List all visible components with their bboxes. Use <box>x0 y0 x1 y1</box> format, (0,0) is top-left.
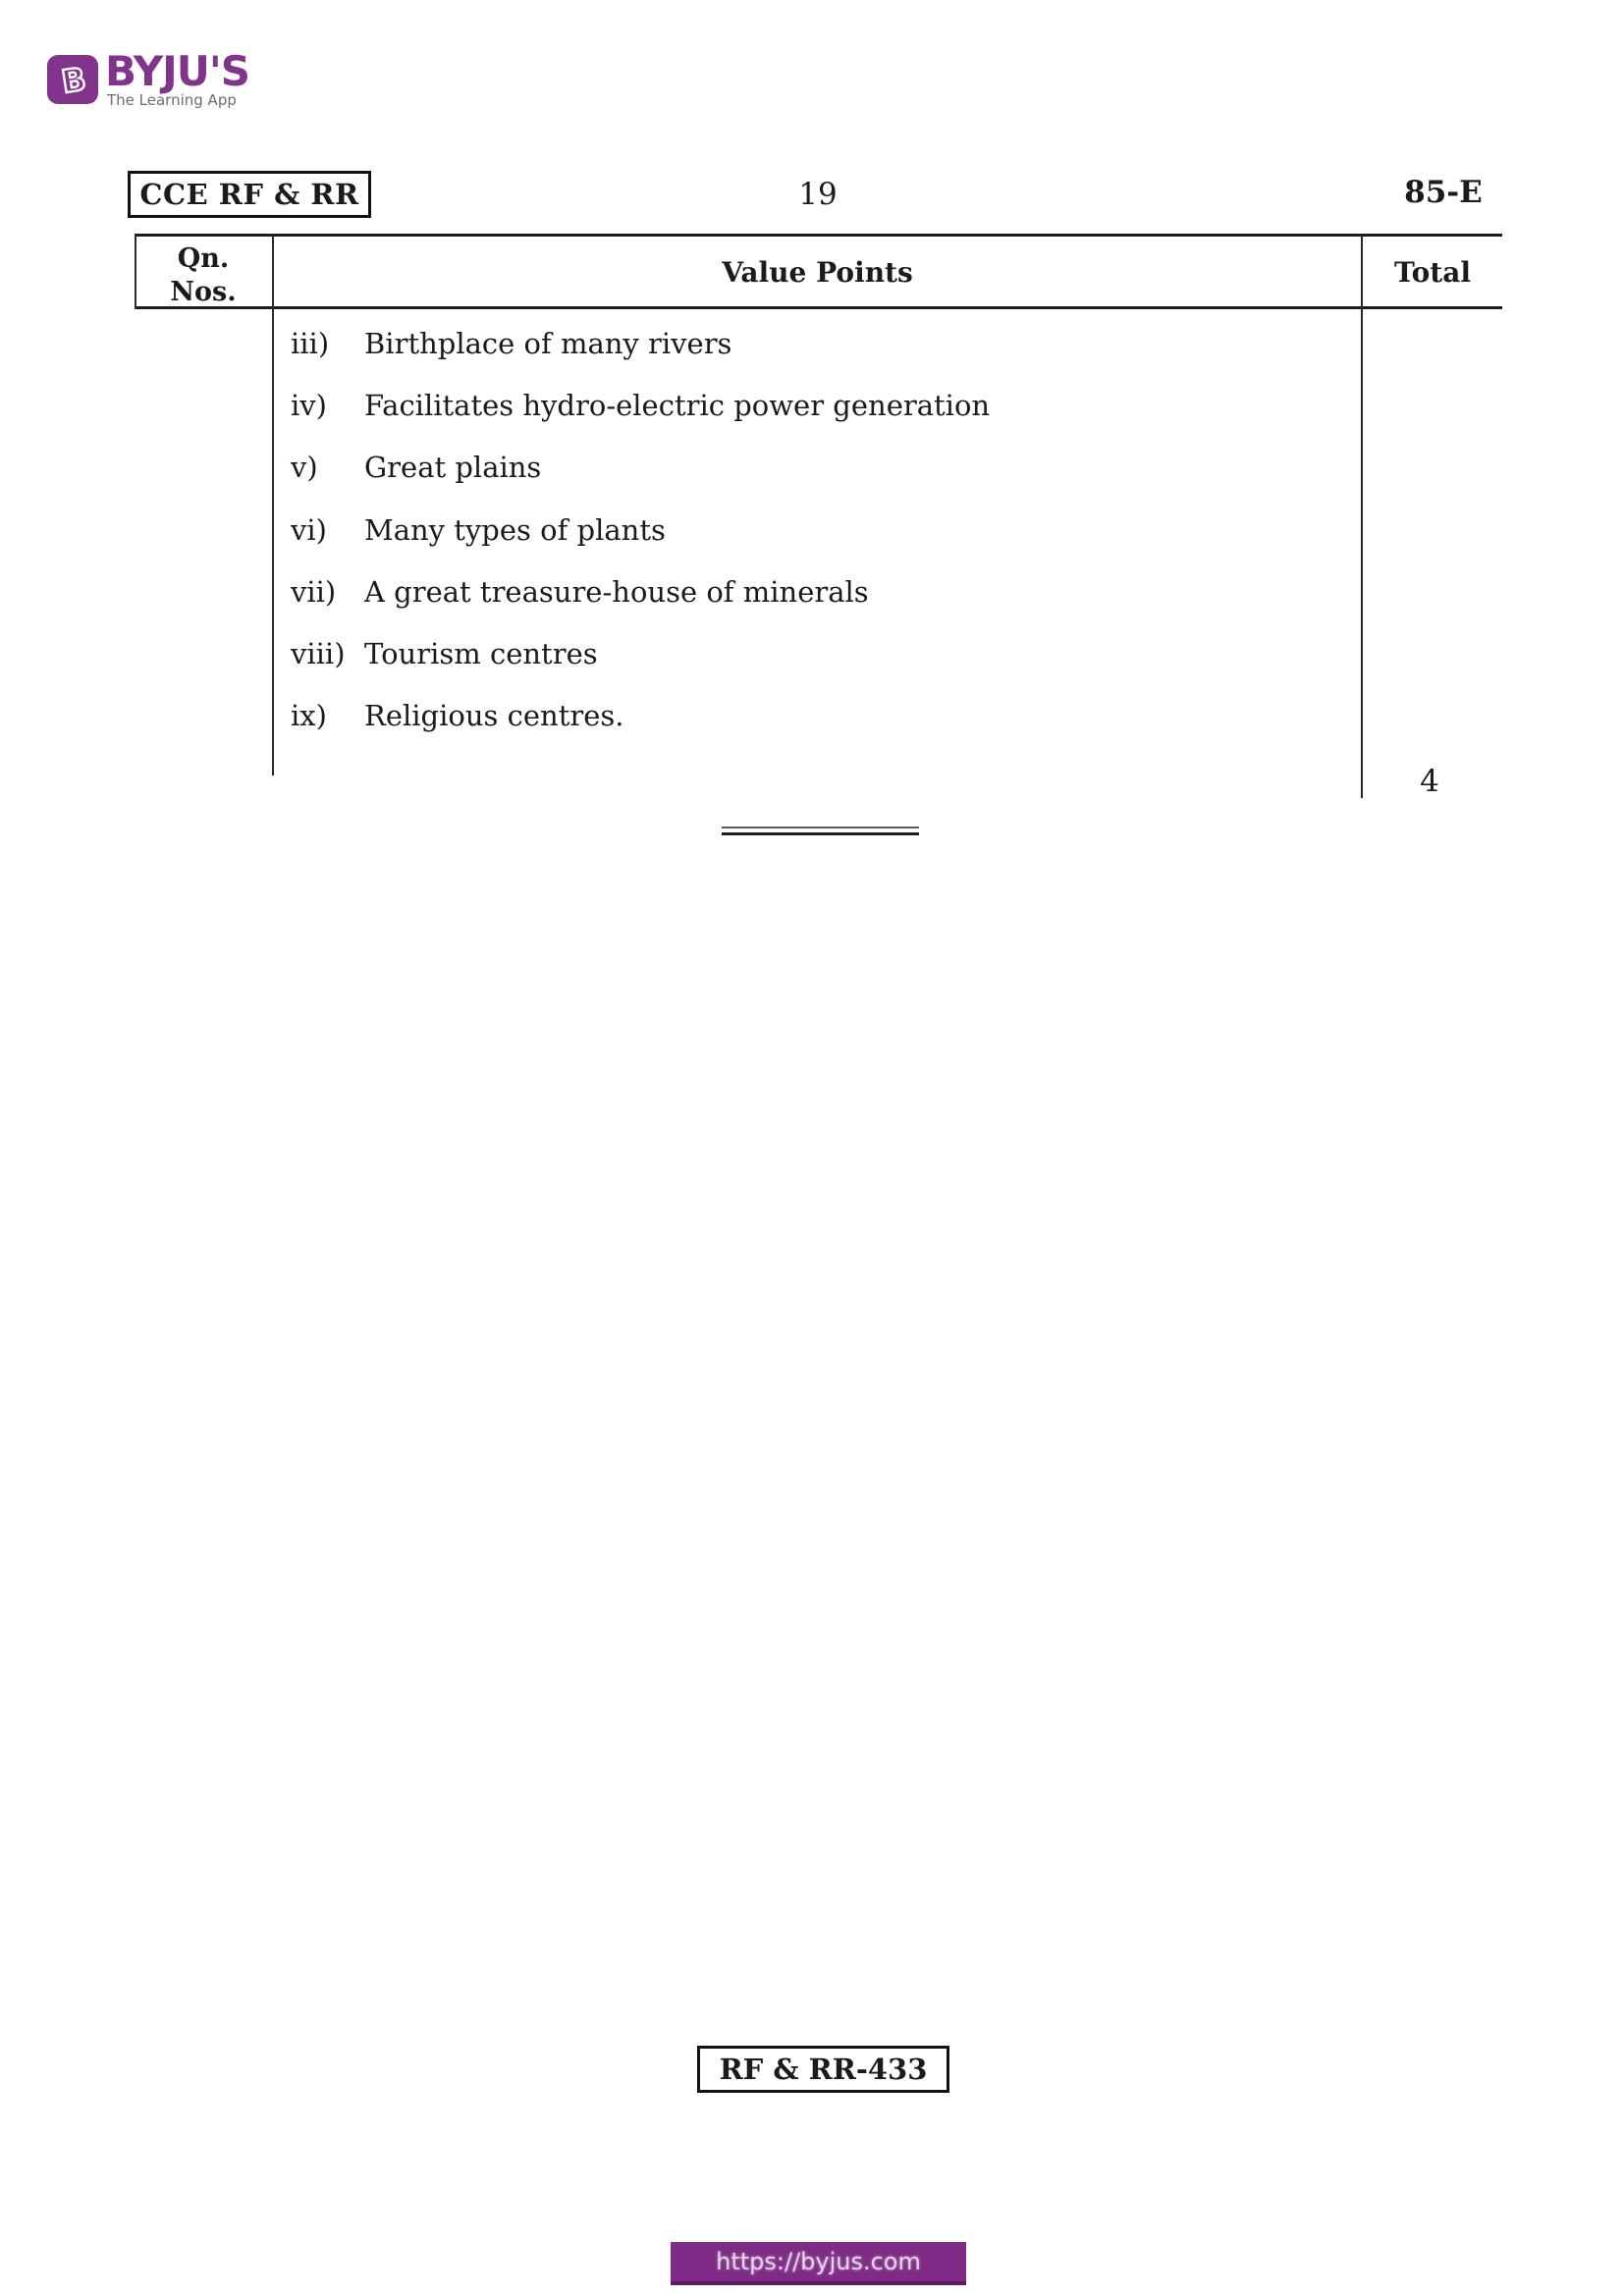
table-column-divider-1 <box>272 234 274 775</box>
table-row <box>291 437 1331 499</box>
row-numeral: viii) <box>291 637 346 671</box>
row-numeral: vi) <box>291 512 327 547</box>
table-row <box>291 374 1331 436</box>
byjus-logo <box>47 47 361 114</box>
table-top-border <box>135 234 1502 237</box>
row-text: Birthplace of many rivers <box>364 326 732 360</box>
table-row <box>291 499 1331 561</box>
column-header-value-points: Value Points <box>722 256 913 289</box>
brand-tagline: The Learning App <box>107 91 237 109</box>
page-number: 19 <box>798 177 838 212</box>
row-numeral: vii) <box>291 574 337 609</box>
section-end-divider <box>722 827 919 835</box>
exam-code-label: CCE RF & RR <box>139 178 359 211</box>
doc-code-label: RF & RR-433 <box>719 2053 928 2086</box>
table-header-bottom-border <box>135 306 1502 309</box>
row-text: Many types of plants <box>364 512 666 547</box>
value-points-list <box>291 312 1331 747</box>
row-numeral: v) <box>291 451 318 485</box>
svg-text:B: B <box>59 60 89 101</box>
table-row <box>291 561 1331 622</box>
paper-code: 85-E <box>1404 175 1483 210</box>
row-numeral: iii) <box>291 326 330 360</box>
row-text: A great treasure-house of minerals <box>364 574 869 609</box>
column-header-total: Total <box>1393 256 1471 289</box>
qn-header-line1: Qn. <box>177 243 230 274</box>
row-text: Facilitates hydro-electric power generation <box>364 388 991 422</box>
doc-code-box <box>697 2046 949 2093</box>
row-text: Great plains <box>364 451 542 485</box>
byjus-url-bar <box>671 2242 966 2285</box>
table-row <box>291 685 1331 747</box>
exam-code-box <box>128 171 371 218</box>
qn-header-line2: Nos. <box>170 277 237 307</box>
row-text: Religious centres. <box>364 699 624 733</box>
row-numeral: iv) <box>291 388 327 422</box>
total-marks-value: 4 <box>1420 764 1439 799</box>
brand-name: BYJU'S <box>105 47 249 95</box>
byjus-b-badge-icon <box>47 55 98 108</box>
table-row <box>291 312 1331 374</box>
row-text: Tourism centres <box>364 637 598 671</box>
byjus-url-link[interactable]: https://byjus.com <box>716 2248 921 2275</box>
column-header-qn-nos <box>135 242 272 309</box>
table-column-divider-2 <box>1361 234 1363 798</box>
row-numeral: ix) <box>291 699 327 733</box>
table-row <box>291 622 1331 684</box>
